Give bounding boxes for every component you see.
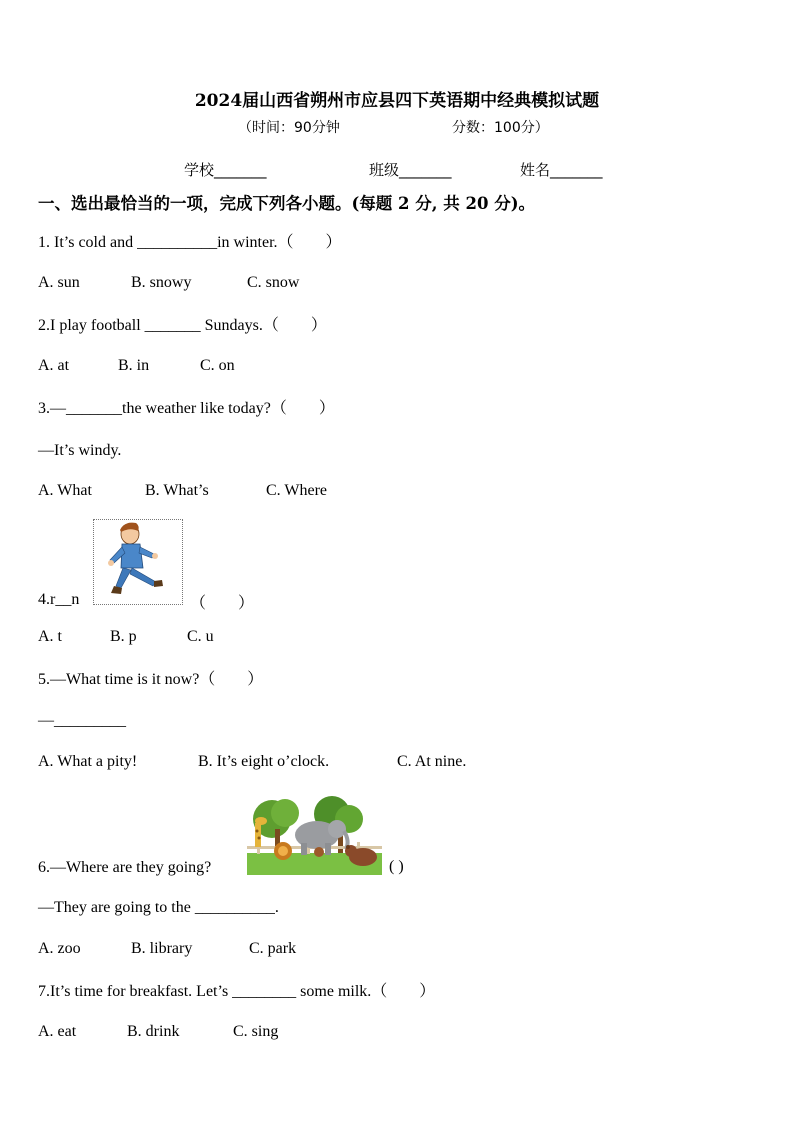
- q2-option-c: C. on: [200, 357, 235, 374]
- page-title: 2024届山西省朔州市应县四下英语期中经典模拟试题: [194, 91, 600, 111]
- running-boy-image: [93, 519, 183, 605]
- q5-option-c: C. At nine.: [397, 753, 467, 770]
- q4-option-b: B. p: [110, 628, 137, 645]
- question-5: 5.—What time is it now?（ ）: [38, 671, 264, 688]
- question-4: 4.r__n: [38, 591, 80, 608]
- question-6-answer-paren: ( ): [389, 858, 404, 875]
- question-1: 1. It’s cold and __________in winter.（ ）: [38, 234, 342, 251]
- q3-option-a: A. What: [38, 482, 92, 499]
- question-3-answer: —It’s windy.: [38, 442, 122, 459]
- q3-option-c: C. Where: [266, 482, 328, 499]
- question-6: 6.—Where are they going?: [38, 859, 212, 876]
- q2-option-a: A. at: [38, 357, 70, 374]
- question-2: 2.I play football _______ Sundays.（ ）: [38, 317, 327, 334]
- q5-option-a: A. What a pity!: [38, 753, 138, 770]
- q7-option-a: A. eat: [38, 1023, 77, 1040]
- q3-option-b: B. What’s: [145, 482, 209, 499]
- q1-option-b: B. snowy: [131, 274, 192, 291]
- q7-option-b: B. drink: [127, 1023, 180, 1040]
- q1-option-c: C. snow: [247, 274, 300, 291]
- time-label: （时间：90分钟: [238, 120, 340, 136]
- score-label: 分数：100分）: [452, 120, 549, 136]
- q6-option-b: B. library: [131, 940, 193, 957]
- class-field: 班级_______: [369, 161, 452, 179]
- q7-option-c: C. sing: [233, 1023, 279, 1040]
- q5-option-b: B. It’s eight o’clock.: [198, 753, 330, 770]
- name-field: 姓名_______: [520, 161, 603, 179]
- question-4-answer-paren: （ ）: [190, 595, 255, 612]
- school-field: 学校_______: [184, 161, 267, 179]
- question-6-answer: —They are going to the __________.: [38, 899, 279, 916]
- q2-option-b: B. in: [118, 357, 150, 374]
- q6-option-c: C. park: [249, 940, 297, 957]
- question-3: 3.—_______the weather like today?（ ）: [38, 400, 335, 417]
- zoo-animals-image: [247, 795, 382, 875]
- q1-option-a: A. sun: [38, 274, 80, 291]
- section-heading: 一、选出最恰当的一项，完成下列各小题。(每题 2 分, 共 20 分)。: [38, 194, 536, 213]
- q4-option-a: A. t: [38, 628, 62, 645]
- question-7: 7.It’s time for breakfast. Let’s ________ some milk.（ ）: [38, 983, 436, 1000]
- question-5-answer: —_________: [38, 712, 126, 729]
- q4-option-c: C. u: [187, 628, 214, 645]
- q6-option-a: A. zoo: [38, 940, 81, 957]
